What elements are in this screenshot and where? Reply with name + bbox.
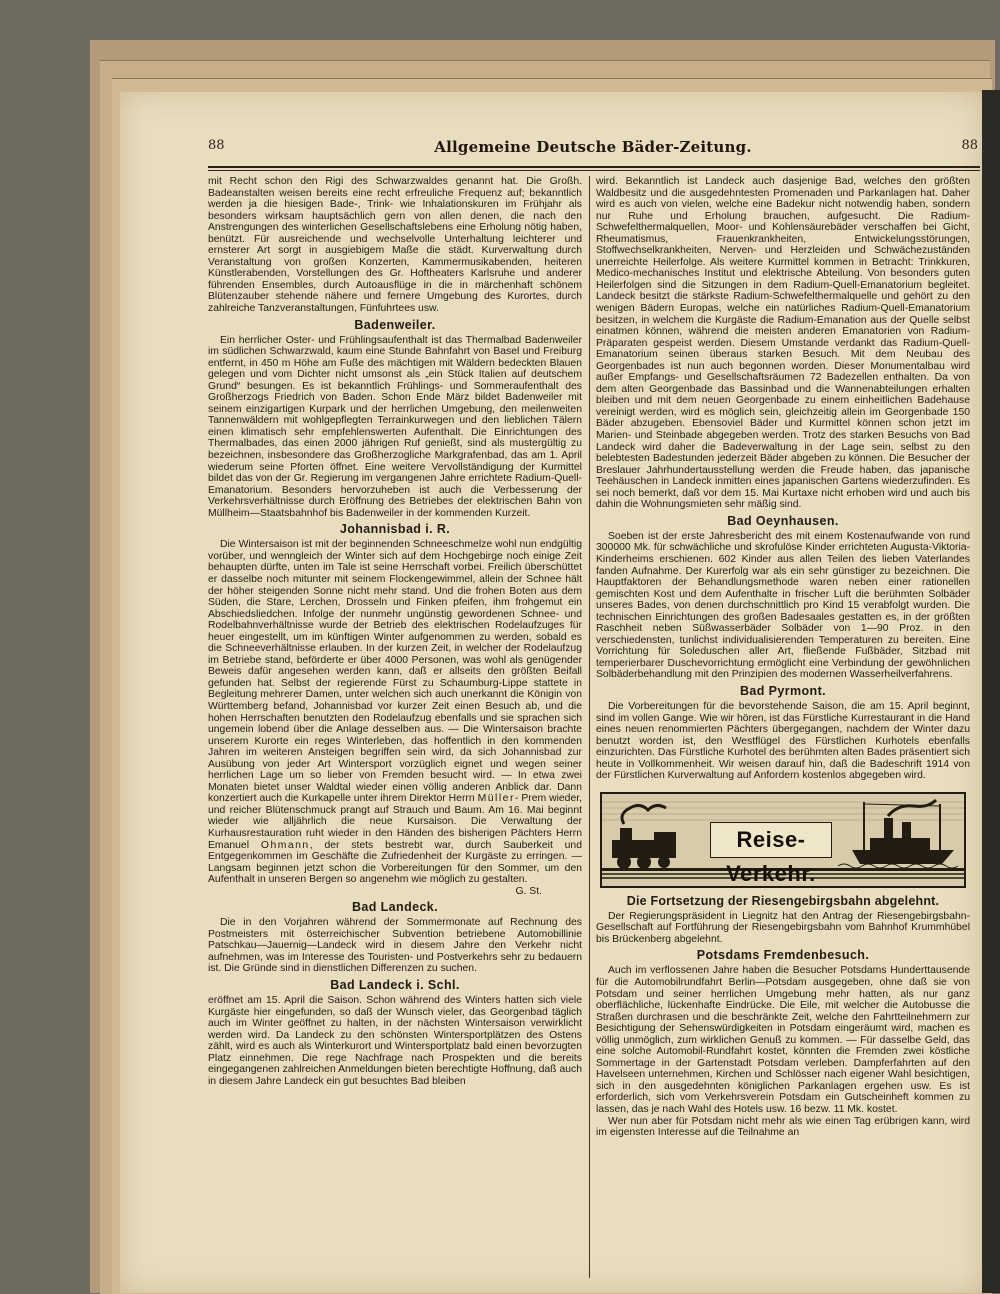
column-divider <box>589 176 590 1278</box>
right-column <box>596 176 970 1286</box>
header-rule <box>208 166 980 168</box>
newspaper-page <box>120 92 982 1293</box>
page-header <box>208 138 978 162</box>
banner-title: Reise-Verkehr. <box>710 822 832 858</box>
article-johannisbad <box>208 539 582 885</box>
steamship-icon <box>852 800 954 864</box>
article-riesengebirgsbahn: Der Regierungspräsident in Liegnitz hat den Antrag der Riesengebirgsbahn-Gesellschaft auf Fortführung der Riesengebirgsbahn vom Bahnhof Krummhübel bis Brückenberg abgelehnt. <box>596 910 970 945</box>
heading-johannisbad: Johannisbad i. R. <box>339 522 451 537</box>
article-landeck-continuation: wird. Bekanntlich ist Landeck auch dasjenige Bad, welches den größten Waldbesitz und die ausgedehntesten Promenaden und Parkanlagen hat. Daher wird es auch von vielen, welche eine Badekur nicht notwendig haben, sondern nur Ruhe und Erholung brauchen, aufgesucht. Die Radium-Schwefelthermalquellen, Moor- und Kohlensäurebäder verschaffen bei Gicht, Rheumatismus, Frauenkrankheiten, Entwickelungsstörungen, Stoffwechselkrankheiten, Nerven- und Herzleiden und Schwächezuständen unerreichte Heilerfolge. Als weitere Kurmittel kommen in Betracht: Trinkkuren, Medico-mechanisches Institut und elektrische Abteilung. Von besonders guten Heilerfolgen sind die Sitzungen in dem Radium-Quell-Emanatorium begleitet. Landeck besitzt die stärkste Radium-Schwefelthermalquelle und gehört zu den wenigen Bädern Europas, welche ein natürliches Radium-Quell-Emanatorium besitzen, in welchem die Kurgäste die Radium-Emanation aus der Quelle selbst einatmen können, während die meisten anderen Emanatorien von Radium-Präparaten gespeist werden. Diesem Umstande verdankt das Radium-Quell-Emanatorium seinen überaus starken Besuch. Mit dem Neubau des Georgenbades ist nun auch begonnen worden. Dieser Monumentalbau wird außer Empfangs- und Gesellschaftsräumen 72 Badezellen enthalten. Da von dem alten Georgenbade das Bassinbad und die Wannenabteilungen erhalten bleiben und mit dem neuen Georgenbade zu einem einheitlichen Badehause vereinigt werden, wird es möglich sein, gleichzeitig allein im Georgenbade 150 Bäder abzugeben. Ebensoviel Bäder und Kurmittel können schon jetzt im Marien- und Steinbade abgegeben werden. Trotz des starken Besuchs von Bad Landeck wird daher die Badeverwaltung in der Lage sein, selbst zu den belebtesten Badestunden jederzeit Bäder abgeben zu können. Die Besucher der Breslauer Jahrhundertausstellung werden die Freude haben, das japanische Teehäuschen in Landeck inmitten eines japanischen Gartens wiederzufinden. Es sei noch bemerkt, daß vor dem 15. Mai Kurtaxe nicht erhoben wird und auch bis dahin die Wohnungsmieten sehr mäßig sind. <box>596 176 970 511</box>
heading-bad-oeynhausen: Bad Oeynhausen. <box>727 513 839 528</box>
heading-badenweiler: Badenweiler. <box>354 317 436 332</box>
johannisbad-text-c: , der stets bestrebt war, durch Sauberkeit und Entgegenkommen im Geschäfte die Zufriedenheit der Kurgäste zu erringen. — Langsam beginnen jetzt schon die Vorbereitungen für den Sommer, um den Aufenthalt in unseren Bergen so angenehm wie möglich zu gestalten. <box>208 839 582 886</box>
spaced-name-ohmann: Ohmann <box>260 839 310 851</box>
travel-section-banner <box>600 792 966 888</box>
heading-potsdam: Potsdams Fremdenbesuch. <box>696 948 870 963</box>
article-badenweiler: Ein herrlicher Oster- und Frühlingsaufenthalt ist das Thermalbad Badenweiler im südlichen Schwarzwald, kaum eine Stunde Bahnfahrt von Basel und Freiburg entfernt, in 450 m Höhe am Fuße des mächtigen mit Wäldern bedeckten Blauen gelegen und vom Dichter nicht umsonst als „ein Stück Italien auf deutschem Grund“ besungen. Es ist bekanntlich Frühlings- und Sommeraufenthalt des Großherzogs Friedrich von Baden. Schon Ende März bildet Badenweiler mit seinem einzigartigen Kurpark und der herrlichen Umgebung, den meilenweiten Tannenwäldern mit wohlgepflegten Terrainkurwegen und den lieblichen Tälern einen klimatisch sehr empfehlenswerten Aufenthalt. Die Einrichtungen des Thermalbades, das einen 2000 jährigen Ruf genießt, sind als mustergültig zu bezeichnen, insbesondere das Großherzogliche Markgrafenbad, das am 1. April wiederum seine Pforten öffnet. Eine weitere Vervollständigung der Kurmittel bildet das von der Gr. Regierung im vergangenen Jahre errichtete Radium-Quell-Emanatorium. Besonders hervorzuheben ist auch die Verbesserung der Verkehrsverhältnisse durch Eröffnung des Betriebes der elektrischen Bahn von Müllheim—Staatsbahnhof bis Badenweiler in der kommenden Kurzeit. <box>208 334 582 519</box>
johannisbad-text-b: - Prem wieder, und reicher Blütenschmuck prangt auf Strauch und Baum. Am 16. Mai beginnt wieder wie alljährlich die neue Kursaison. Die Verwaltung der Kurhausrestauration ruht wieder in den Händen des bisherigen Pächters Herrn Emanuel <box>208 793 582 851</box>
header-rule-thin <box>208 170 980 171</box>
article-bad-pyrmont: Die Vorbereitungen für die bevorstehende Saison, die am 15. April beginnt, sind im vollen Gange. Wie wir hören, ist das Fürstliche Kurrestaurant in die Hand eines neuen renommierten Pächters übergegangen, nachdem der Winter dazu benutzt worden ist, den Westflügel des Fürstlichen Kurhotels ebenfalls einzurichten. Das Fürstliche Kurhotel des berühmten alten Bades präsentiert sich heute in Vollkommenheit. Wir weisen darauf hin, daß die Badeschrift 1914 von der Fürstlichen Kurverwaltung auf Anfordern kostenlos abgegeben wird. <box>596 700 970 782</box>
author-signature: G. St. <box>515 885 542 897</box>
article-continuation: mit Recht schon den Rigi des Schwarzwaldes genannt hat. Die Großh. Badeanstalten weisen bereits eine recht erfreuliche Frequenz auf; bekanntlich werden ja die hiesigen Bade-, Trink- wie Inhalationskuren im Frühjahr als besonders wirksam hauptsächlich gern von allen denen, die nach den Anstrengungen des winterlichen Gesellschaftslebens eine Erholung nötig haben, benützt. Für ausreichende und wechselvolle Unterhaltung leichterer und ernsterer Art sorgt in ausgiebigem Maße die städt. Kurverwaltung durch Veranstaltung von großen Konzerten, Kammermusikabenden, heiteren Künstlerabenden, Vorstellungen des Gr. Hoftheaters Karlsruhe und anderer führenden Ensembles, durch Autoausflüge in die in märchenhaft schönem Blütenzauber stehende nähere und fernere Umgebung des Kurortes, durch zahlreiche Tanzveranstaltungen, Fünfuhrtees usw. <box>208 176 582 315</box>
johannisbad-text-a: Die Wintersaison ist mit der beginnenden Schneeschmelze wohl nun endgültig vorüber, und wenngleich der Winter sich auf dem Hochgebirge noch einige Zeit behaupten dürfte, unten im Tale ist seine Herrschaft vorbei. Freilich überschüttet er dasselbe noch mitunter mit seinem Flockengewimmel, allein der Schnee hält der höher steigenden Sonne nicht mehr stand. Und die frohen Boten aus dem Süden, die Stare, Lerchen, Drosseln und Finken pfeifen, ihm frohgemut ein Abschiedsliedchen. Infolge der nunmehr ungünstig gewordenen Schnee- und Rodelbahnverhältnisse wurde der Betrieb des elektrischen Rodelaufzuges für heuer eingestellt, um im künftigen Winter aufgenommen zu werden, sobald es die Schneeverhältnisse erlauben. In der kurzen Zeit, in welcher der Rodelaufzug im Betriebe stand, beförderte er über 4000 Personen, was wohl als genügender Beweis dafür angesehen werden kann, daß er allseits den größten Beifall gefunden hat. Selbst der regierende Fürst zu Schaumburg-Lippe stattete in Begleitung mehrerer Damen, unter welchen sich auch unerkannt die Königin von Württemberg befand, Johannisbad vor kurzer Zeit einen Besuch ab, und die hohen Herrschaften benutzten den Rodelaufzug ebenfalls und sie sprachen sich ungemein lobend über die Anlage desselben aus. — Die Wintersaison brachte unserem Kurorte ein reges Winterleben, das hoffentlich in den kommenden Jahren im weiteren Ansteigen begriffen sein wird, da sich Johannisbad zur Ausübung von jeder Art Wintersport vorzüglich eignet und wegen seiner herrlichen Lage um so lieber von Fremden besucht wird. — In etwa zwei Monaten bietet unser Waldtal wieder einen völlig anderen Anblick dar. Dann konzertiert auch die Kurkapelle unter ihrem Direktor Herrn <box>208 539 582 805</box>
article-bad-landeck-schl: eröffnet am 15. April die Saison. Schon während des Winters hatten sich viele Kurgäste hier eingefunden, so daß der Wunsch vieler, das Georgenbad täglich auch im Winter geöffnet zu halten, in der nächsten Wintersaison verwirklicht werden wird. Da Landeck zu den schönsten Wintersportplätzen des Ostens zählt, wird es auch als Winterkurort und Wintersportplatz bald einen bevorzugten Platz einnehmen. Die rege Nachfrage nach Prospekten und die bereits eingegangenen zahlreichen Anmeldungen bieten berechtigte Hoffnung, daß auch in diesem Jahre Landeck ein gut besuchtes Bad bleiben <box>208 995 582 1087</box>
article-potsdam-2: Wer nun aber für Potsdam nicht mehr als wie einen Tag erübrigen kann, wird im eigensten Interesse auf die Teilnahme an <box>596 1115 970 1139</box>
left-column <box>208 176 582 1286</box>
publication-title: Allgemeine Deutsche Bäder-Zeitung. <box>434 138 752 156</box>
heading-bad-pyrmont: Bad Pyrmont. <box>739 683 827 698</box>
spaced-name-mueller: Müller <box>477 793 515 805</box>
book-binding <box>982 90 1000 1293</box>
locomotive-icon <box>612 805 676 869</box>
page-number-left: 88 <box>208 138 225 153</box>
heading-bad-landeck: Bad Landeck. <box>351 900 439 915</box>
heading-bad-landeck-schl: Bad Landeck i. Schl. <box>330 978 460 992</box>
article-potsdam: Auch im verflossenen Jahre haben die Besucher Potsdams Hunderttausende für die Automobilrundfahrt Berlin—Potsdam ausgegeben, ohne daß sie von Potsdam und seiner herrlichen Umgebung mehr hatten, als nur ganz oberflächliche, lückenhafte Eindrücke. Die Eile, mit welcher die Autobusse die Straßen durchrasen und die beschränkte Zeit, welche den Fahrtteilnehmern zur Besichtigung der Sehenswürdigkeiten in Potsdam eingeräumt wird, machen es völlig unmöglich, zum wirklichen Genuß zu kommen. — Für dasselbe Geld, das eine solche Automobil-Rundfahrt kostet, könnten die Fremden zwei köstliche Sommertage in der Gartenstadt Potsdam verleben. Dampferfahrten auf den Havelseen unternehmen, Kirchen und Schlösser nach eigener Wahl besichtigen, sich in den ausgedehnten königlichen Parkanlagen ergehen usw. Es ist erforderlich, sich vom Verkehrsverein Potsdam ein Gutscheinheft kommen zu lassen, das je nach Wahl des Hotels usw. 16 bezw. 11 Mk. kostet. <box>596 965 970 1115</box>
article-bad-landeck: Die in den Vorjahren während der Sommermonate auf Rechnung des Postmeisters mit österreichischer Subvention betriebene Automobillinie Patschkau—Jauernig—Landeck wird in diesem Jahre den Verkehr nicht aufnehmen, was im Interesse des Touristen- und Postverkehrs sehr zu bedauern ist. Die Gründe sind in dienstlichen Differenzen zu suchen. <box>208 917 582 975</box>
heading-riesengebirgsbahn: Die Fortsetzung der Riesengebirgsbahn abgelehnt. <box>626 893 940 908</box>
article-bad-oeynhausen: Soeben ist der erste Jahresbericht des mit einem Kostenaufwande von rund 300000 Mk. für schwächliche und skrofulöse Kinder errichteten Augusta-Viktoria-Kinderheims erschienen. 602 Kinder aus allen Teilen des lieben Vaterlandes fanden Aufnahme. Der Kurerfolg war als ein sehr günstiger zu bezeichnen. Die Hauptfaktoren der Behandlungsmethode waren neben einer rationellen gemischten Kost und dem Aufenthalte in frischer Luft die berühmten Solbäder unseres Bades, von denen durchschnittlich pro Kind 15 verabfolgt wurden. Die technischen Einrichtungen des großen Badesaales gestatten es, in der größten Raschheit neben Süßwasserbäder Solbäder von 1—90 Proz. in den verschiedensten, tunlichst individualisierenden Temperaturen zu bereiten. Eine Vorrichtung für Soleduschen aller Art, fließende Fußbäder, Sitzbad mit temperierbarer Duschevorrichtung ermöglicht eine Verbindung der gewöhnlichen Solbäderbehandlung mit den Prinzipien des modernen Wasserheilverfahrens. <box>596 530 970 681</box>
page-number-right: 88 <box>961 138 978 153</box>
